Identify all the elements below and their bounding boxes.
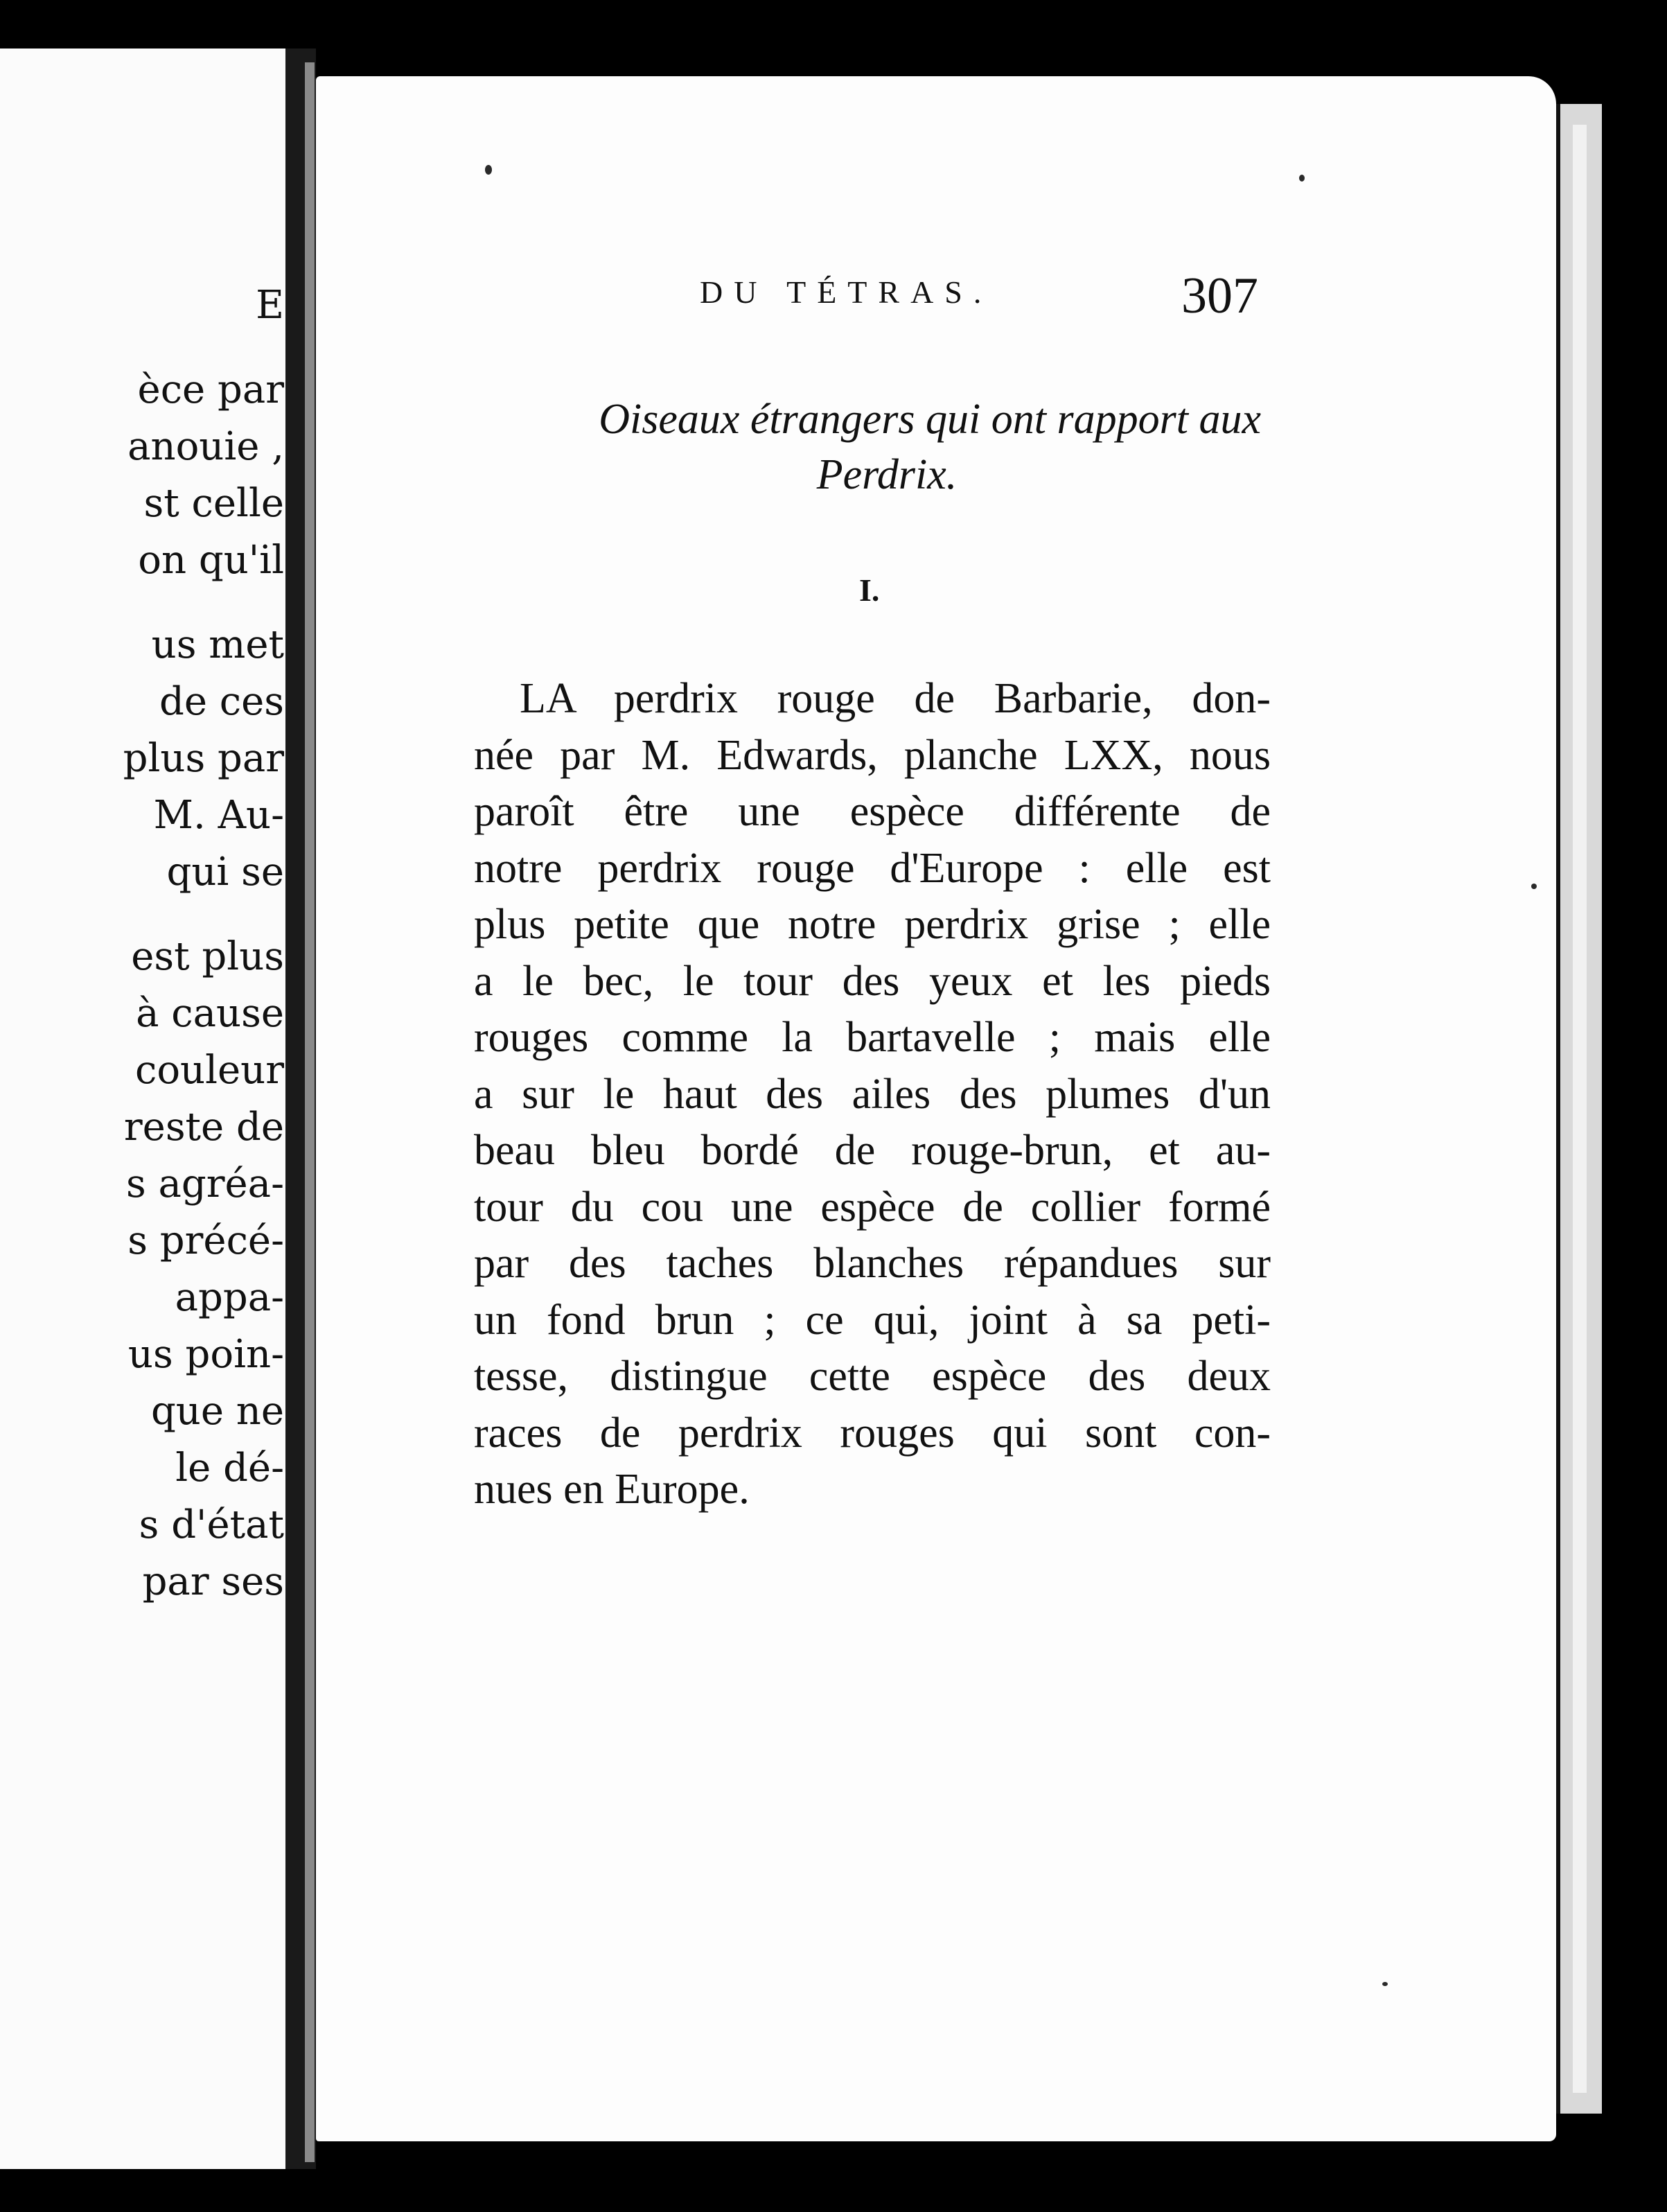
left-line: que ne: [150, 1389, 284, 1434]
ink-speck: [485, 165, 492, 175]
left-line: de ces: [159, 679, 284, 724]
body-line: née par M. Edwards, planche LXX, nous: [474, 731, 1271, 779]
body-line: par des taches blanches répandues sur: [474, 1240, 1271, 1287]
left-line: s d'état: [139, 1502, 284, 1547]
left-line: us met: [151, 622, 284, 667]
left-gap: [0, 589, 284, 617]
left-page-text: [0, 277, 284, 1610]
left-line: st celle: [143, 481, 284, 526]
body-paragraph: [474, 671, 1271, 1518]
left-line: on qu'il: [138, 538, 284, 583]
left-line: qui se: [166, 850, 284, 895]
left-line: M. Au-: [153, 793, 284, 838]
left-line: plus par: [123, 736, 284, 781]
body-line: tour du cou une espèce de collier formé: [474, 1183, 1271, 1231]
left-line: us poin-: [127, 1332, 284, 1377]
left-gap: [0, 901, 284, 929]
left-line: par ses: [142, 1559, 284, 1604]
body-line: un fond brun ; ce qui, joint à sa peti-: [474, 1296, 1271, 1344]
left-line: s agréa-: [126, 1161, 284, 1206]
body-line: tesse, distingue cette espèce des deux: [474, 1353, 1271, 1400]
page-number: 307: [1181, 267, 1258, 324]
section-number: I.: [859, 572, 880, 608]
left-line: èce par: [137, 367, 284, 412]
left-line: le dé-: [175, 1446, 284, 1491]
body-line: rouges comme la bartavelle ; mais elle: [474, 1014, 1271, 1061]
body-line: notre perdrix rouge d'Europe : elle est: [474, 844, 1271, 892]
running-head: DU TÉTRAS.: [700, 274, 993, 310]
body-line: LA perdrix rouge de Barbarie, don-: [520, 675, 1271, 722]
section-title-line2: Perdrix.: [816, 451, 958, 498]
left-line: appa-: [175, 1275, 284, 1320]
left-line: reste de: [123, 1105, 284, 1150]
left-facing-page: [0, 49, 285, 2169]
body-line: races de perdrix rouges qui sont con-: [474, 1409, 1271, 1457]
body-line: a sur le haut des ailes des plumes d'un: [474, 1070, 1271, 1118]
section-title-line1: Oiseaux étrangers qui ont rapport aux: [599, 396, 1261, 443]
left-line: est plus: [131, 934, 284, 979]
body-line: paroît être une espèce différente de: [474, 788, 1271, 835]
left-line: à cause: [136, 991, 284, 1036]
section-title: [443, 392, 1261, 502]
body-line: nues en Europe.: [474, 1466, 750, 1513]
body-line: a le bec, le tour des yeux et les pieds: [474, 957, 1271, 1005]
body-line: beau bleu bordé de rouge-brun, et au-: [474, 1127, 1271, 1174]
left-line: s précé-: [127, 1218, 284, 1263]
left-line: E: [256, 283, 284, 328]
page-edge-inner: [1573, 125, 1587, 2093]
left-gap: [0, 334, 284, 362]
left-line: couleur: [134, 1048, 284, 1093]
left-line: anouie ,: [127, 424, 284, 469]
body-line: plus petite que notre perdrix grise ; elle: [474, 901, 1271, 948]
ink-speck: [1531, 884, 1537, 889]
gutter-shadow: [305, 62, 315, 2162]
ink-speck: [1382, 1982, 1388, 1986]
ink-speck: [1299, 175, 1305, 182]
